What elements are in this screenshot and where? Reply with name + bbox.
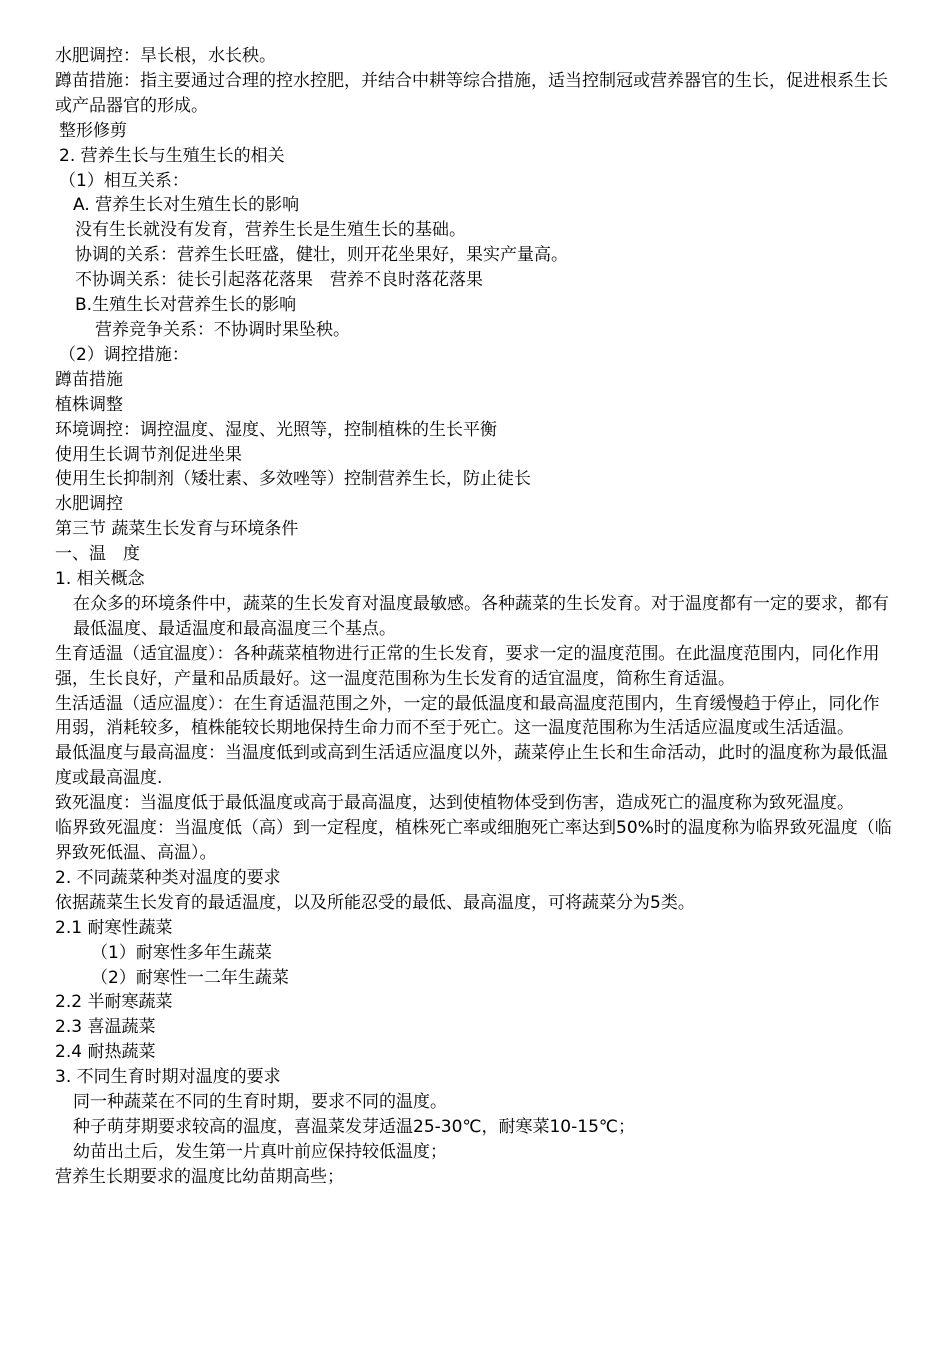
section-heading: 2. 营养生长与生殖生长的相关 bbox=[59, 145, 285, 166]
text-line: 营养竞争关系：不协调时果坠秧。 bbox=[95, 319, 350, 340]
subsection-heading: （1）相互关系： bbox=[59, 170, 189, 191]
subsection-heading: A. 营养生长对生殖生长的影响 bbox=[73, 195, 300, 216]
subsection-heading: 2.3 喜温蔬菜 bbox=[55, 1017, 156, 1038]
document-body bbox=[55, 44, 895, 1190]
section-title: 第三节 蔬菜生长发育与环境条件 bbox=[55, 519, 299, 540]
section-heading: 1. 相关概念 bbox=[55, 569, 145, 590]
paragraph: 临界致死温度：当温度低（高）到一定程度，植株死亡率或细胞死亡率达到50%时的温度称为临界致死温度（临界致死低温、高温）。 bbox=[55, 818, 892, 863]
section-heading: 一、温 度 bbox=[55, 544, 140, 565]
text-line: 水肥调控 bbox=[55, 494, 123, 515]
paragraph: 生活适温（适应温度）：在生育适温范围之外，一定的最低温度和最高温度范围内，生育缓慢趋于停止，同化作用弱，消耗较多，植株能较长期地保持生命力而不至于死亡。这一温度范围称为生活适应温度或生活适温。 bbox=[55, 693, 880, 739]
section-heading: 2. 不同蔬菜种类对温度的要求 bbox=[55, 867, 281, 888]
text-line: 环境调控：调控温度、湿度、光照等，控制植株的生长平衡 bbox=[55, 419, 497, 440]
paragraph: 致死温度：当温度低于最低温度或高于最高温度，达到使植物体受到伤害，造成死亡的温度称为致死温度。 bbox=[55, 793, 854, 814]
text-line: 没有生长就没有发育，营养生长是生殖生长的基础。 bbox=[75, 220, 466, 241]
subsection-heading: （2）调控措施： bbox=[59, 344, 189, 365]
text-line: 植株调整 bbox=[55, 394, 123, 415]
subsection-heading: B.生殖生长对营养生长的影响 bbox=[75, 295, 297, 316]
subsection-heading: 2.4 耐热蔬菜 bbox=[55, 1042, 156, 1063]
text-line: 使用生长调节剂促进坐果 bbox=[55, 444, 242, 465]
paragraph: 最低温度与最高温度：当温度低到或高到生活适应温度以外，蔬菜停止生长和生命活动，此时的温度称为最低温度或最高温度. bbox=[55, 743, 888, 789]
paragraph: 生育适温（适宜温度）：各种蔬菜植物进行正常的生长发育，要求一定的温度范围。在此温度范围内，同化作用强，生长良好，产量和品质最好。这一温度范围称为生长发育的适宜温度，简称生育适温。 bbox=[55, 643, 880, 689]
text-line: 整形修剪 bbox=[59, 120, 127, 141]
text-line: 水肥调控：旱长根，水长秧。 bbox=[55, 46, 276, 66]
text-line: 依据蔬菜生长发育的最适温度，以及所能忍受的最低、最高温度，可将蔬菜分为5类。 bbox=[55, 892, 695, 913]
subsection-heading: 2.2 半耐寒蔬菜 bbox=[55, 992, 173, 1013]
list-item: （2）耐寒性一二年生蔬菜 bbox=[91, 967, 289, 988]
text-line: 同一种蔬菜在不同的生育时期，要求不同的温度。 bbox=[73, 1092, 447, 1113]
text-line: 不协调关系：徒长引起落花落果 营养不良时落花落果 bbox=[75, 270, 483, 291]
text-line: 种子萌芽期要求较高的温度，喜温菜发芽适温25-30℃，耐寒菜10-15℃； bbox=[73, 1116, 635, 1137]
text-line: 使用生长抑制剂（矮壮素、多效唑等）控制营养生长，防止徒长 bbox=[55, 469, 531, 490]
text-line: 幼苗出土后，发生第一片真叶前应保持较低温度； bbox=[73, 1141, 447, 1162]
list-item: （1）耐寒性多年生蔬菜 bbox=[91, 942, 272, 963]
subsection-heading: 2.1 耐寒性蔬菜 bbox=[55, 917, 173, 938]
paragraph: 蹲苗措施：指主要通过合理的控水控肥，并结合中耕等综合措施，适当控制冠或营养器官的生长，促进根系生长或产品器官的形成。 bbox=[55, 70, 888, 116]
text-line: 协调的关系：营养生长旺盛，健壮，则开花坐果好，果实产量高。 bbox=[75, 245, 568, 266]
paragraph: 在众多的环境条件中，蔬菜的生长发育对温度最敏感。各种蔬菜的生长发育。对于温度都有一定的要求，都有最低温度、最适温度和最高温度三个基点。 bbox=[73, 593, 889, 639]
text-line: 蹲苗措施 bbox=[55, 369, 123, 390]
section-heading: 3. 不同生育时期对温度的要求 bbox=[55, 1067, 281, 1088]
text-line: 营养生长期要求的温度比幼苗期高些； bbox=[55, 1166, 344, 1187]
